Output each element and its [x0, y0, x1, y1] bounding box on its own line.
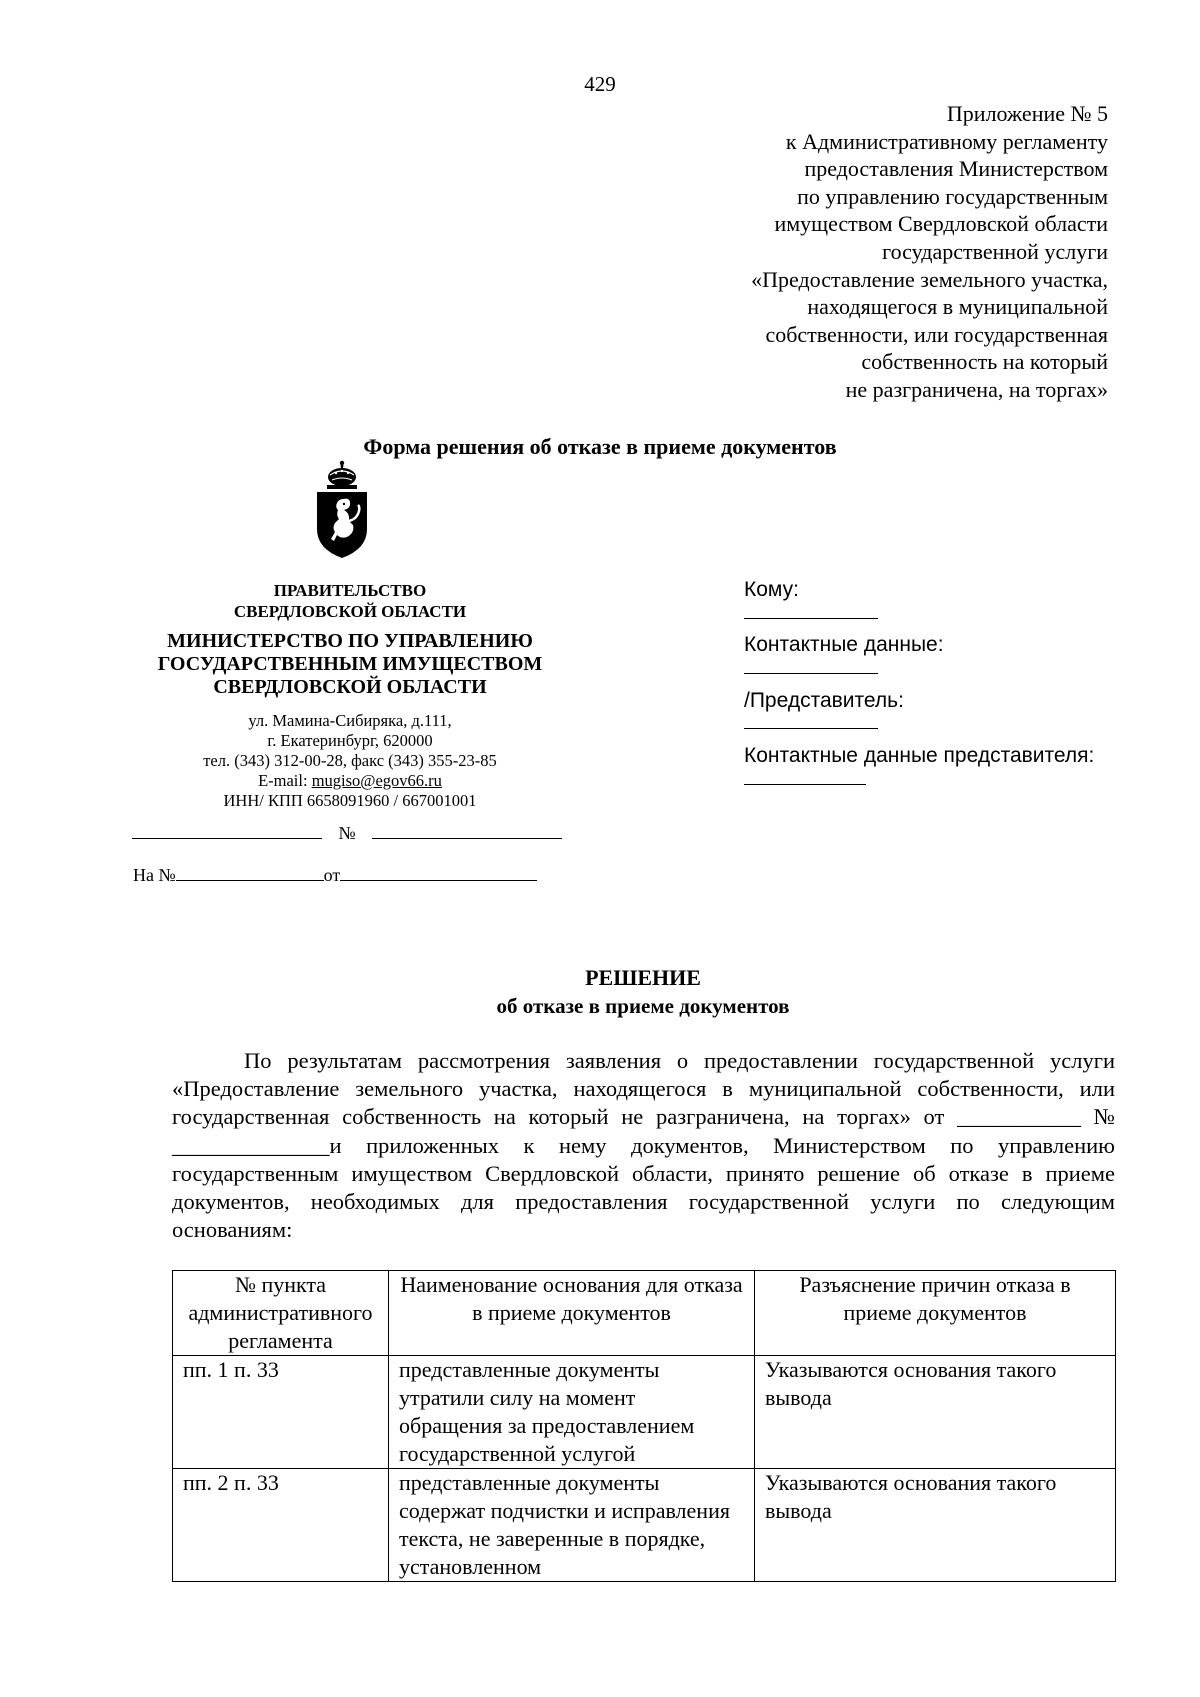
address-city: г. Екатеринбург, 620000 — [267, 731, 433, 750]
government-name — [130, 580, 570, 622]
ministry-address — [130, 711, 570, 811]
phone-fax: тел. (343) 312-00-28, факс (343) 355-23-85 — [203, 751, 497, 770]
decision-subtitle: об отказе в приеме документов — [496, 994, 790, 1018]
table-row — [173, 1356, 1116, 1469]
representative-contact-blank — [744, 770, 878, 798]
appendix-line: по управлению государственным — [797, 183, 1108, 209]
email-line — [130, 771, 570, 791]
inn-kpp: ИНН/ КПП 6658091960 / 667001001 — [223, 791, 477, 810]
table-row — [173, 1469, 1116, 1582]
number-placeholder: ______________ — [172, 1132, 330, 1158]
appendix-line: к Административному регламенту — [785, 128, 1108, 154]
recipient-blank — [744, 604, 878, 632]
ministry-name-line: МИНИСТЕРСТВО ПО УПРАВЛЕНИЮ — [167, 630, 533, 652]
number-blank — [372, 837, 562, 839]
table-header-row — [173, 1271, 1116, 1356]
appendix-line: находящегося в муниципальной — [807, 294, 1108, 320]
number-sign: № — [338, 823, 356, 843]
incoming-number-label: На № — [133, 865, 176, 885]
contact-blank — [744, 659, 878, 687]
appendix-line: не разграничена, на торгах» — [845, 376, 1108, 402]
paragraph-part1: По результатам рассмотрения заявления о предоставлении государственной услуги «Предоставление земельного участка, находящегося в муниципальной собственности, или государственная собственность на который не разграничена, на торгах» от — [172, 1048, 1115, 1130]
outgoing-number-line — [132, 823, 562, 844]
appendix-line: собственность на который — [861, 349, 1108, 375]
representative-label: /Представитель: — [744, 688, 904, 712]
contact-label: Контактные данные: — [744, 633, 944, 657]
header-explanation: Разъяснение причин отказа в приеме документов — [755, 1271, 1116, 1356]
coat-of-arms-icon — [313, 459, 371, 559]
cell-item-number: пп. 2 п. 33 — [173, 1469, 389, 1582]
incoming-date-blank — [340, 879, 537, 881]
representative-blank — [744, 714, 878, 742]
cell-item-number: пп. 1 п. 33 — [173, 1356, 389, 1469]
paragraph-part2: и приложенных к нему документов, Министерством по управлению государственным имуществом Свердловской области, принято решение об отказе в приеме документов, необходимых для предоставления государственной услуги по следующим основаниям: — [172, 1132, 1115, 1243]
header-reason: Наименование основания для отказа в приеме документов — [389, 1271, 755, 1356]
appendix-line: государственной услуги — [882, 238, 1108, 264]
appendix-line: имуществом Свердловской области — [774, 211, 1108, 237]
cell-reason: представленные документы содержат подчистки и исправления текста, не заверенные в порядке, установленном — [389, 1469, 755, 1582]
recipient-block — [744, 576, 1094, 798]
ministry-name — [130, 630, 570, 699]
incoming-number-blank — [176, 879, 324, 881]
incoming-date-label: от — [323, 865, 341, 885]
ministry-name-line: СВЕРДЛОВСКОЙ ОБЛАСТИ — [213, 676, 487, 698]
appendix-line: «Предоставление земельного участка, — [751, 266, 1108, 292]
header-item-number: № пункта административного регламента — [173, 1271, 389, 1356]
incoming-reference-line — [133, 865, 537, 886]
decision-title: РЕШЕНИЕ — [585, 965, 701, 990]
recipient-label: Кому: — [744, 578, 799, 601]
appendix-line: собственности, или государственная — [765, 321, 1108, 347]
decision-paragraph — [172, 1047, 1115, 1244]
government-name-line: СВЕРДЛОВСКОЙ ОБЛАСТИ — [233, 602, 467, 621]
representative-contact-label: Контактные данные представителя: — [744, 744, 1095, 768]
refusal-reasons-table — [172, 1270, 1116, 1582]
ministry-letterhead — [130, 580, 570, 811]
cell-explanation: Указываются основания такого вывода — [755, 1469, 1116, 1582]
government-name-line: ПРАВИТЕЛЬСТВО — [273, 581, 427, 600]
appendix-line: предоставления Министерством — [804, 156, 1108, 182]
address-street: ул. Мамина-Сибиряка, д.111, — [248, 711, 452, 730]
appendix-line: Приложение № 5 — [946, 101, 1108, 126]
cell-explanation: Указываются основания такого вывода — [755, 1356, 1116, 1469]
decision-heading — [0, 964, 1200, 1020]
email-label: E-mail: — [258, 771, 312, 790]
date-blank — [132, 837, 322, 839]
date-placeholder: ___________ — [957, 1104, 1081, 1130]
ministry-name-line: ГОСУДАРСТВЕННЫМ ИМУЩЕСТВОМ — [157, 653, 543, 675]
paragraph-number-sign: № — [1080, 1104, 1116, 1130]
cell-reason: представленные документы утратили силу на момент обращения за предоставлением государственной услугой — [389, 1356, 755, 1469]
page-number: 429 — [584, 72, 616, 96]
appendix-header — [751, 100, 1108, 404]
form-title: Форма решения об отказе в приеме документов — [363, 434, 837, 459]
email-link[interactable]: mugiso@egov66.ru — [311, 771, 442, 790]
